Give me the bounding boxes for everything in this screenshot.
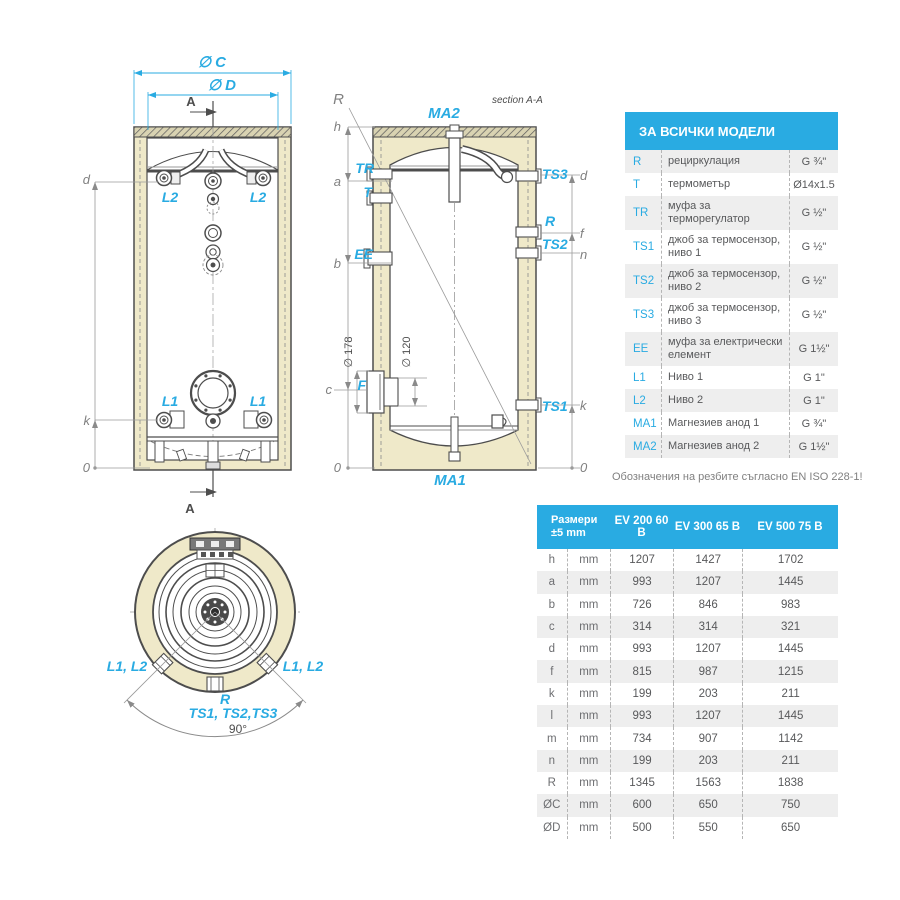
dimension-value: 500 bbox=[610, 817, 673, 839]
connection-size: G 1" bbox=[789, 366, 838, 389]
connections-table bbox=[625, 112, 838, 458]
dimension-unit: mm bbox=[567, 705, 610, 727]
dimension-unit: mm bbox=[567, 638, 610, 660]
table-row bbox=[625, 150, 838, 173]
section-dim-d: d bbox=[580, 168, 588, 183]
table-row bbox=[625, 196, 838, 230]
dimensions-table-header bbox=[537, 505, 838, 549]
dimension-unit: mm bbox=[567, 571, 610, 593]
dimension-letter: R bbox=[547, 777, 556, 790]
dimension-letter: k bbox=[548, 687, 555, 700]
table-row bbox=[537, 616, 838, 638]
connection-desc: джоб за термосензор, ниво 1 bbox=[661, 230, 789, 264]
section-dim-c: c bbox=[325, 382, 332, 397]
connection-code: L2 bbox=[633, 394, 646, 407]
dimension-unit: mm bbox=[567, 616, 610, 638]
section-dim-h: h bbox=[333, 119, 341, 134]
dimension-value: 600 bbox=[610, 794, 673, 816]
dimension-value: 983 bbox=[742, 594, 838, 616]
dimension-letter: a bbox=[548, 576, 555, 589]
dimension-letter: ØD bbox=[543, 821, 561, 834]
dimension-unit: mm bbox=[567, 794, 610, 816]
section-dim-n: n bbox=[580, 247, 588, 262]
dimension-value: 1207 bbox=[610, 549, 673, 571]
dimension-value: 1445 bbox=[742, 705, 838, 727]
top-ts-group-label: TS1, TS2,TS3 bbox=[188, 705, 278, 721]
dimension-value: 1345 bbox=[610, 772, 673, 794]
dimension-value: 650 bbox=[742, 817, 838, 839]
dimensions-title: Размери ±5 mm bbox=[551, 513, 598, 539]
connection-desc: джоб за термосензор, ниво 2 bbox=[661, 264, 789, 298]
dimension-value: 1215 bbox=[742, 660, 838, 682]
a-marker-bottom-label: A bbox=[185, 501, 195, 516]
connection-desc: Магнезиев анод 2 bbox=[661, 435, 789, 458]
dimension-value: 203 bbox=[673, 683, 742, 705]
dimension-value: 550 bbox=[673, 817, 742, 839]
front-dim-zero: 0 bbox=[82, 460, 90, 475]
section-dim-f: f bbox=[580, 226, 584, 241]
table-row bbox=[537, 772, 838, 794]
table-row bbox=[537, 549, 838, 571]
connection-code: TR bbox=[633, 207, 649, 219]
connection-size: G ½" bbox=[789, 264, 838, 298]
table-row bbox=[625, 230, 838, 264]
ts2-label: TS2 bbox=[542, 236, 568, 252]
dimension-value: 734 bbox=[610, 727, 673, 749]
connection-code: MA2 bbox=[633, 440, 657, 453]
front-l1-right-label: L1 bbox=[249, 393, 267, 409]
connection-size: G ¾" bbox=[789, 412, 838, 435]
ts3-label: TS3 bbox=[542, 166, 568, 182]
connection-desc: термометър bbox=[661, 173, 789, 196]
model-column-header: EV 300 65 B bbox=[674, 521, 741, 533]
dimension-unit: mm bbox=[567, 727, 610, 749]
dimension-letter: h bbox=[548, 554, 555, 567]
top-l1l2-left-label: L1, L2 bbox=[106, 658, 148, 674]
tr-label: TR bbox=[355, 160, 374, 176]
dimension-unit: mm bbox=[567, 750, 610, 772]
dimension-value: 987 bbox=[673, 660, 742, 682]
connection-desc: Ниво 2 bbox=[661, 389, 789, 412]
table-row bbox=[537, 660, 838, 682]
top-view bbox=[107, 528, 324, 737]
table-row bbox=[625, 298, 838, 332]
dimension-value: 750 bbox=[742, 794, 838, 816]
section-marker-top bbox=[186, 94, 216, 127]
dimension-value: 726 bbox=[610, 594, 673, 616]
t-label: T bbox=[363, 184, 372, 200]
dimension-value: 1445 bbox=[742, 571, 838, 593]
front-view bbox=[83, 54, 291, 516]
top-r-label: R bbox=[219, 691, 231, 707]
dimension-value: 1142 bbox=[742, 727, 838, 749]
front-dim-k: k bbox=[83, 413, 90, 428]
table-row bbox=[537, 750, 838, 772]
ma2-label: MA2 bbox=[428, 105, 460, 122]
connection-code: L1 bbox=[633, 371, 646, 384]
table-row bbox=[625, 389, 838, 412]
dimension-unit: mm bbox=[567, 660, 610, 682]
dimension-value: 1207 bbox=[673, 638, 742, 660]
connection-code: T bbox=[633, 178, 641, 191]
dimension-value: 907 bbox=[673, 727, 742, 749]
table-row bbox=[625, 173, 838, 196]
connection-size: G 1½" bbox=[789, 332, 838, 366]
dimension-letter: ØC bbox=[543, 799, 561, 812]
connection-size: G 1" bbox=[789, 389, 838, 412]
ma1-label: MA1 bbox=[434, 472, 466, 489]
dimension-value: 815 bbox=[610, 660, 673, 682]
front-dim-d: d bbox=[82, 172, 90, 187]
connection-code: R bbox=[633, 155, 642, 168]
dia-178-label: ∅ 178 bbox=[343, 336, 355, 368]
connection-code: TS3 bbox=[633, 309, 655, 321]
dimension-value: 199 bbox=[610, 750, 673, 772]
dimension-value: 314 bbox=[673, 616, 742, 638]
dimension-unit: mm bbox=[567, 594, 610, 616]
dimension-unit: mm bbox=[567, 817, 610, 839]
angle-label: 90° bbox=[228, 722, 248, 736]
dimension-letter: d bbox=[548, 643, 555, 656]
dimension-value: 846 bbox=[673, 594, 742, 616]
connection-size: Ø14x1.5 bbox=[789, 173, 838, 196]
connection-code: TS2 bbox=[633, 275, 655, 287]
connection-desc: муфа за електрически елемент bbox=[661, 332, 789, 366]
dimension-letter: l bbox=[550, 710, 554, 723]
connection-size: G ½" bbox=[789, 298, 838, 332]
dimension-letter: m bbox=[547, 732, 557, 745]
dimension-letter: b bbox=[548, 598, 555, 611]
dia-120-label: ∅ 120 bbox=[401, 336, 413, 368]
table-row bbox=[537, 571, 838, 593]
dimension-letter: n bbox=[548, 754, 555, 767]
table-row bbox=[625, 366, 838, 389]
section-dim-zero-left: 0 bbox=[333, 460, 341, 475]
r-callout-label: R bbox=[333, 91, 344, 108]
connection-desc: Ниво 1 bbox=[661, 366, 789, 389]
model-column-header: EV 200 60 B bbox=[614, 515, 669, 539]
dimension-value: 1445 bbox=[742, 638, 838, 660]
dimension-unit: mm bbox=[567, 549, 610, 571]
connection-size: G ½" bbox=[789, 230, 838, 264]
dimension-value: 993 bbox=[610, 571, 673, 593]
table-row bbox=[537, 794, 838, 816]
dimension-value: 1702 bbox=[742, 549, 838, 571]
front-l2-right-label: L2 bbox=[249, 189, 267, 205]
dimension-value: 211 bbox=[742, 683, 838, 705]
dimension-value: 1207 bbox=[673, 705, 742, 727]
top-fitting-bottom bbox=[207, 677, 223, 691]
table-row bbox=[537, 727, 838, 749]
connection-desc: рециркулация bbox=[661, 150, 789, 173]
section-dim-b: b bbox=[333, 256, 341, 271]
connection-code: MA1 bbox=[633, 417, 657, 430]
connection-size: G ¾" bbox=[789, 150, 838, 173]
table-row bbox=[537, 683, 838, 705]
section-dim-k: k bbox=[580, 398, 587, 413]
dimension-value: 321 bbox=[742, 616, 838, 638]
thread-standard-note: Обозначения на резбите съгласно EN ISO 228-1! bbox=[612, 471, 863, 483]
dimension-unit: mm bbox=[567, 772, 610, 794]
dimension-value: 650 bbox=[673, 794, 742, 816]
dimension-value: 993 bbox=[610, 638, 673, 660]
top-l1l2-right-label: L1, L2 bbox=[282, 658, 324, 674]
ts1-label: TS1 bbox=[542, 398, 568, 414]
dia-d-label: ∅ D bbox=[207, 77, 237, 94]
dimension-value: 203 bbox=[673, 750, 742, 772]
connection-code: TS1 bbox=[633, 241, 655, 253]
dimension-value: 1207 bbox=[673, 571, 742, 593]
dimension-value: 314 bbox=[610, 616, 673, 638]
section-view bbox=[326, 91, 589, 489]
connection-code: EE bbox=[633, 343, 649, 355]
dimension-value: 1427 bbox=[673, 549, 742, 571]
dia-c-label: ∅ C bbox=[197, 54, 227, 71]
a-marker-top-label: A bbox=[186, 94, 196, 109]
section-dim-zero-right: 0 bbox=[580, 460, 588, 475]
connection-size: G ½" bbox=[789, 196, 838, 230]
section-dim-a: a bbox=[333, 174, 341, 189]
connection-desc: Магнезиев анод 1 bbox=[661, 412, 789, 435]
ee-label: EE bbox=[354, 246, 373, 262]
front-l1-left-label: L1 bbox=[161, 393, 179, 409]
table-row bbox=[625, 435, 838, 458]
section-marker-bottom bbox=[185, 470, 216, 516]
table-row bbox=[625, 412, 838, 435]
dimensions-table bbox=[537, 505, 838, 839]
table-row bbox=[537, 594, 838, 616]
connection-desc: муфа за терморегулатор bbox=[661, 196, 789, 230]
dimension-value: 199 bbox=[610, 683, 673, 705]
dimension-value: 211 bbox=[742, 750, 838, 772]
table-row bbox=[537, 705, 838, 727]
front-l2-left-label: L2 bbox=[161, 189, 179, 205]
model-column-header: EV 500 75 B bbox=[757, 521, 823, 533]
connection-desc: джоб за термосензор, ниво 3 bbox=[661, 298, 789, 332]
dimension-value: 1563 bbox=[673, 772, 742, 794]
dimension-value: 1838 bbox=[742, 772, 838, 794]
table-row bbox=[625, 332, 838, 366]
dimension-unit: mm bbox=[567, 683, 610, 705]
section-title: section A-A bbox=[492, 95, 543, 106]
r-right-label: R bbox=[545, 213, 556, 229]
table-row bbox=[537, 817, 838, 839]
connection-size: G 1½" bbox=[789, 435, 838, 458]
f-label: F bbox=[357, 377, 366, 393]
dimension-letter: f bbox=[550, 665, 554, 678]
table-row bbox=[625, 264, 838, 298]
connections-table-title: ЗА ВСИЧКИ МОДЕЛИ bbox=[625, 112, 838, 150]
table-row bbox=[537, 638, 838, 660]
dimension-letter: c bbox=[548, 621, 555, 634]
dimension-value: 993 bbox=[610, 705, 673, 727]
